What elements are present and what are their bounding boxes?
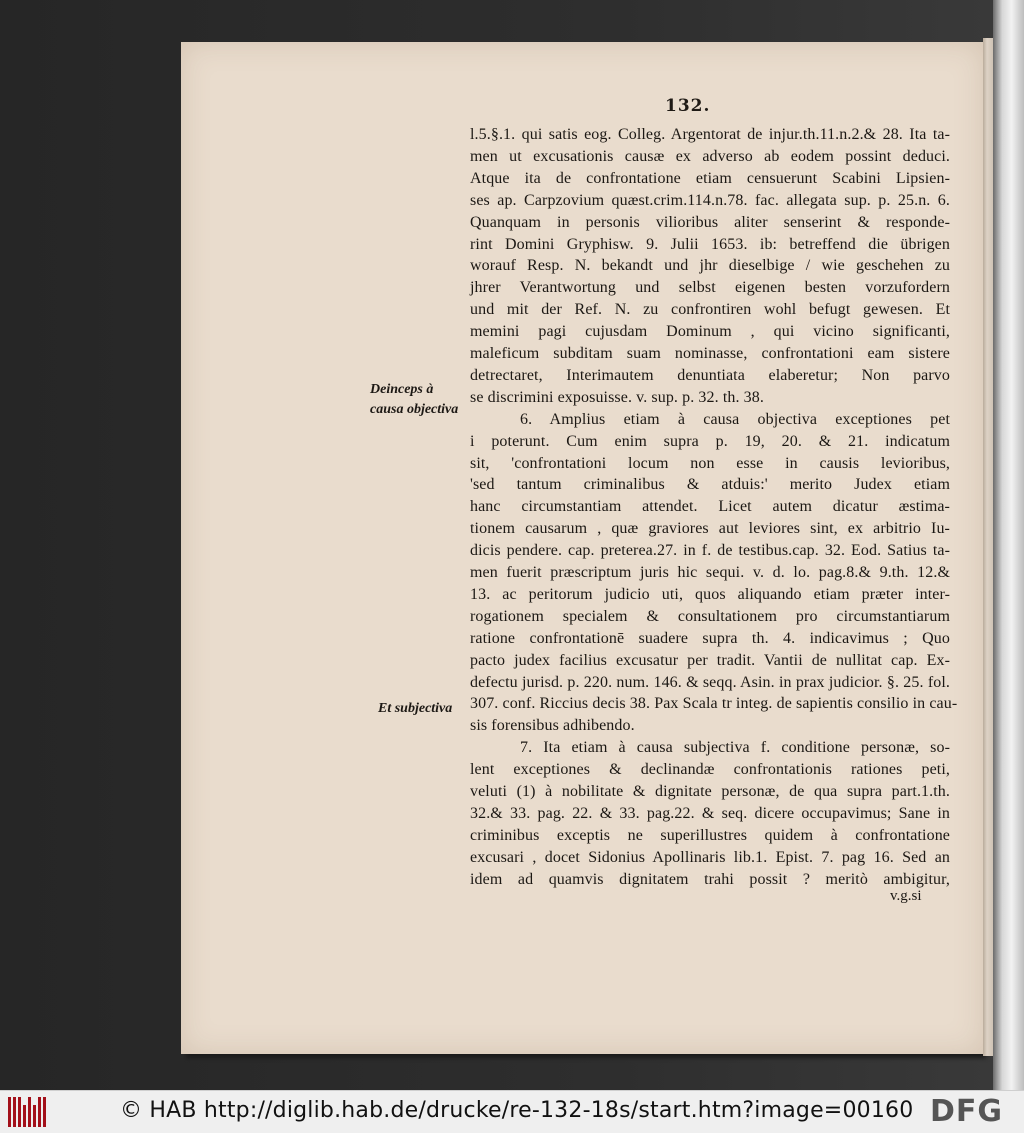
text-line: men ut excusationis causæ ex adverso ab eodem possint deduci. — [470, 147, 950, 165]
text-line: jhrer Verantwortung und selbst eigenen besten vorzufordern — [470, 279, 950, 297]
text-line: und mit der Ref. N. zu confrontiren wohl befugt gewesen. Et — [470, 301, 950, 319]
catchword: v.g.si — [890, 888, 922, 904]
text-line: worauf Resp. N. bekandt und jhr dieselbige / wie geschehen zu — [470, 257, 950, 275]
margin-note-subjectiva: Et subjectiva — [378, 701, 453, 716]
text-line: excusari , docet Sidonius Apollinaris lib.1. Epist. 7. pag 16. Sed an — [470, 848, 950, 866]
text-line: l.5.§.1. qui satis eog. Colleg. Argentorat de injur.th.11.n.2.& 28. Ita ta- — [470, 126, 950, 143]
text-line: veluti (1) à nobilitate & dignitate personæ, de qua supra part.1.th. — [470, 783, 950, 800]
text-line: se discrimini exposuisse. v. sup. p. 32. th. 38. — [470, 388, 764, 406]
text-line: 7. Ita etiam à causa subjectiva f. conditione personæ, so- — [520, 739, 950, 757]
text-line: defectu jurisd. p. 220. num. 146. & seqq. Asin. in prax judicior. §. 25. fol. — [470, 673, 950, 691]
text-line: pacto judex facilius excusatur per tradit. Vantii de nullitat cap. Ex- — [470, 651, 950, 669]
text-line: maleficum subditam suam nominasse, confrontationi eam sistere — [470, 345, 950, 362]
text-line: lent exceptiones & declinandæ confrontationis rationes peti, — [470, 761, 950, 779]
text-line: men fuerit præscriptum juris hic sequi. v. d. lo. pag.8.& 9.th. 12.& — [470, 564, 950, 581]
page-number: 132. — [665, 96, 711, 116]
text-line: ratione confrontationē suadere supra th. 4. indicavimus ; Quo — [470, 629, 950, 647]
margin-note-objectiva: Deinceps à causa objectiva — [370, 382, 459, 417]
text-line: detrectaret, Interimautem denuntiata elaberetur; Non parvo — [470, 366, 950, 384]
text-line: sis forensibus adhibendo. — [470, 717, 635, 735]
text-line: sit, 'confrontationi locum non esse in causis levioribus, — [470, 454, 950, 472]
text-line: rint Domini Gryphisw. 9. Julii 1653. ib: betreffend die übrigen — [470, 235, 950, 253]
text-line: ses ap. Carpzovium quæst.crim.114.n.78. fac. allegata sup. p. 25.n. 6. — [470, 191, 950, 209]
page-edge — [983, 38, 993, 1056]
text-line: tionem causarum , quæ graviores aut leviores sint, ex arbitrio Iu- — [470, 520, 950, 538]
dfg-logo: DFG — [930, 1094, 1004, 1129]
hab-logo-icon — [8, 1097, 48, 1127]
text-line: 6. Amplius etiam à causa objectiva exceptiones pet — [520, 410, 950, 428]
text-line: i poterunt. Cum enim supra p. 19, 20. & 21. indicatum — [470, 432, 950, 450]
footer-bar — [0, 1090, 1024, 1133]
text-line: idem ad quamvis dignitatem trahi possit ? meritò ambigitur, — [470, 870, 950, 888]
text-line: criminibus exceptis ne superillustres quidem à confrontatione — [470, 826, 950, 844]
text-line: hanc circumstantiam attendet. Licet autem dicatur æstima- — [470, 498, 950, 516]
text-line: dicis pendere. cap. preterea.27. in f. de testibus.cap. 32. Eod. Satius ta- — [470, 542, 950, 560]
text-line: Quanquam in personis vilioribus aliter senserint & responde- — [470, 213, 950, 231]
copyright-link[interactable]: © HAB http://diglib.hab.de/drucke/re-132-18s/start.htm?image=00160 — [120, 1098, 914, 1123]
binding-edge — [993, 0, 1024, 1090]
text-line: 32.& 33. pag. 22. & 33. pag.22. & seq. dicere occupavimus; Sane in — [470, 804, 950, 822]
text-line: 13. ac peritorum judicio uti, quos aliquando etiam præter inter- — [470, 585, 950, 603]
text-line: memini pagi cujusdam Dominum , qui vicino significanti, — [470, 323, 950, 341]
text-line: Atque ita de confrontatione etiam censuerunt Scabini Lipsien- — [470, 169, 950, 187]
text-line: rogationem specialem & consultationem pro circumstantiarum — [470, 607, 950, 625]
text-line: 'sed tantum criminalibus & atduis:' merito Judex etiam — [470, 476, 950, 494]
text-line: 307. conf. Riccius decis 38. Pax Scala tr integ. de sapientis consilio in cau- — [470, 695, 958, 713]
